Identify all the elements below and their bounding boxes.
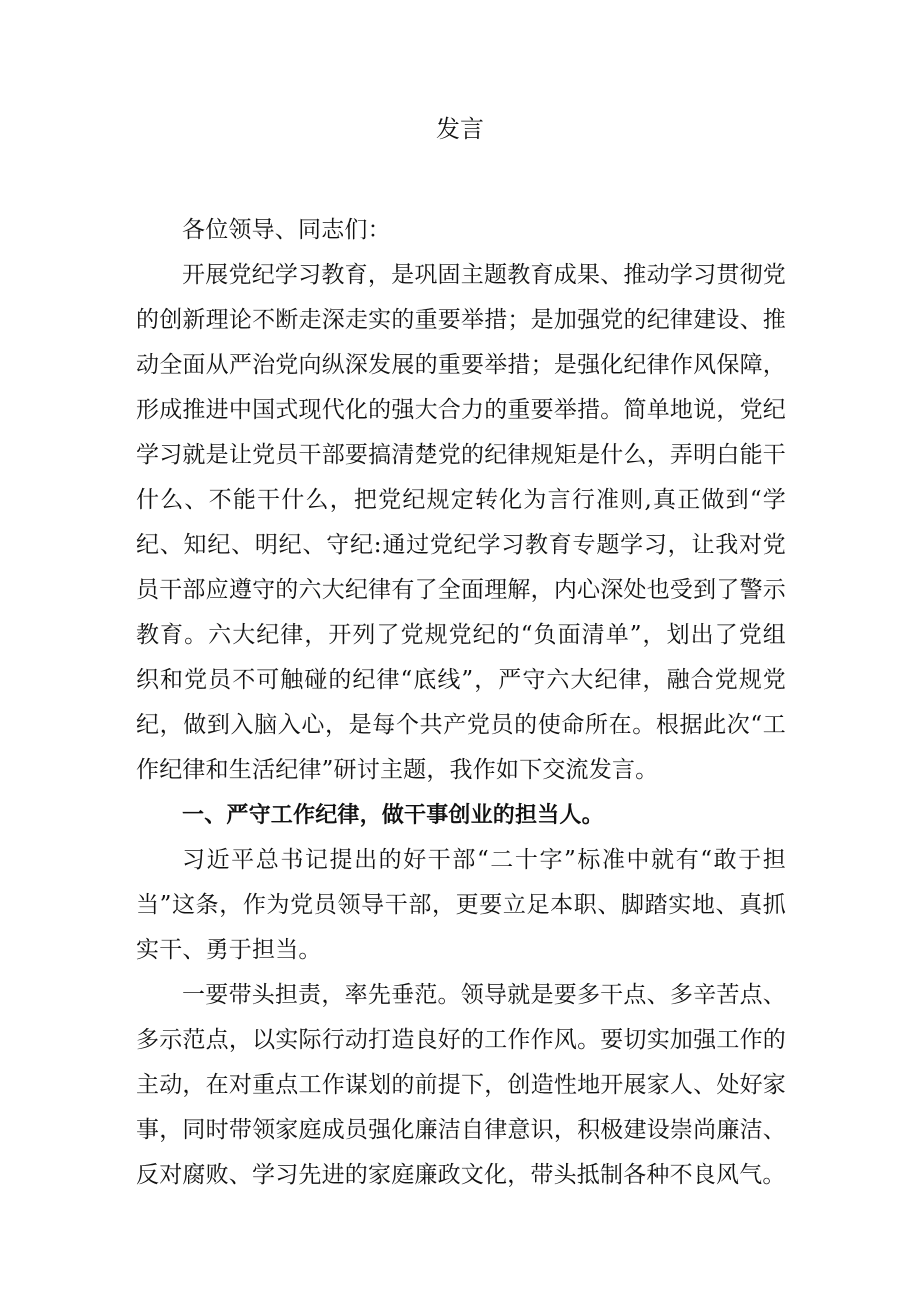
salutation-paragraph: 各位领导、同志们： — [182, 217, 391, 243]
section-heading: 一、严守工作纪律，做干事创业的担当人。 — [182, 803, 604, 828]
intro-paragraph: 开展党纪学习教育，是巩固主题教育成果、推动学习贯彻党的创新理论不断走深走实的重要举措；是加强党的纪律建设、推动全面从严治党向纵深发展的重要举措；是强化纪律作风保障，形成推进中国式现代化的强大合力的重要举措。简单地说，党纪学习就是让党员干部要搞清楚党的纪律规矩是什么，弄明白能干什么、不能干什么，把党纪规定转化为言行准则,真正做到“学纪、知纪、明纪、守纪:通过党纪学习教育专题学习，让我对党员干部应遵守的六大纪律有了全面理解，内心深处也受到了警示教育。六大纪律，开列了党规党纪的“负面清单”，划出了党组织和党员不可触碰的纪律“底线”，严守六大纪律，融合党规党纪，做到入脑入心，是每个共产党员的使命所在。根据此次“工作纪律和生活纪律”研讨主题，我作如下交流发言。 — [136, 262, 786, 783]
body-paragraph: 习近平总书记提出的好干部“二十字”标准中就有“敢于担当”这条，作为党员领导干部，更要立足本职、脚踏实地、真抓实干、勇于担当。 — [136, 847, 786, 963]
document-body — [136, 208, 786, 1198]
body-paragraph: 一要带头担责，率先垂范。领导就是要多干点、多辛苦点、多示范点，以实际行动打造良好的工作作风。要切实加强工作的主动，在对重点工作谋划的前提下，创造性地开展家人、处好家事，同时带领家庭成员强化廉洁自律意识，积极建设崇尚廉洁、反对腐败、学习先进的家庭廉政文化，带头抵制各种不良风气。 — [136, 982, 786, 1188]
document-title: 发言 — [436, 115, 484, 143]
